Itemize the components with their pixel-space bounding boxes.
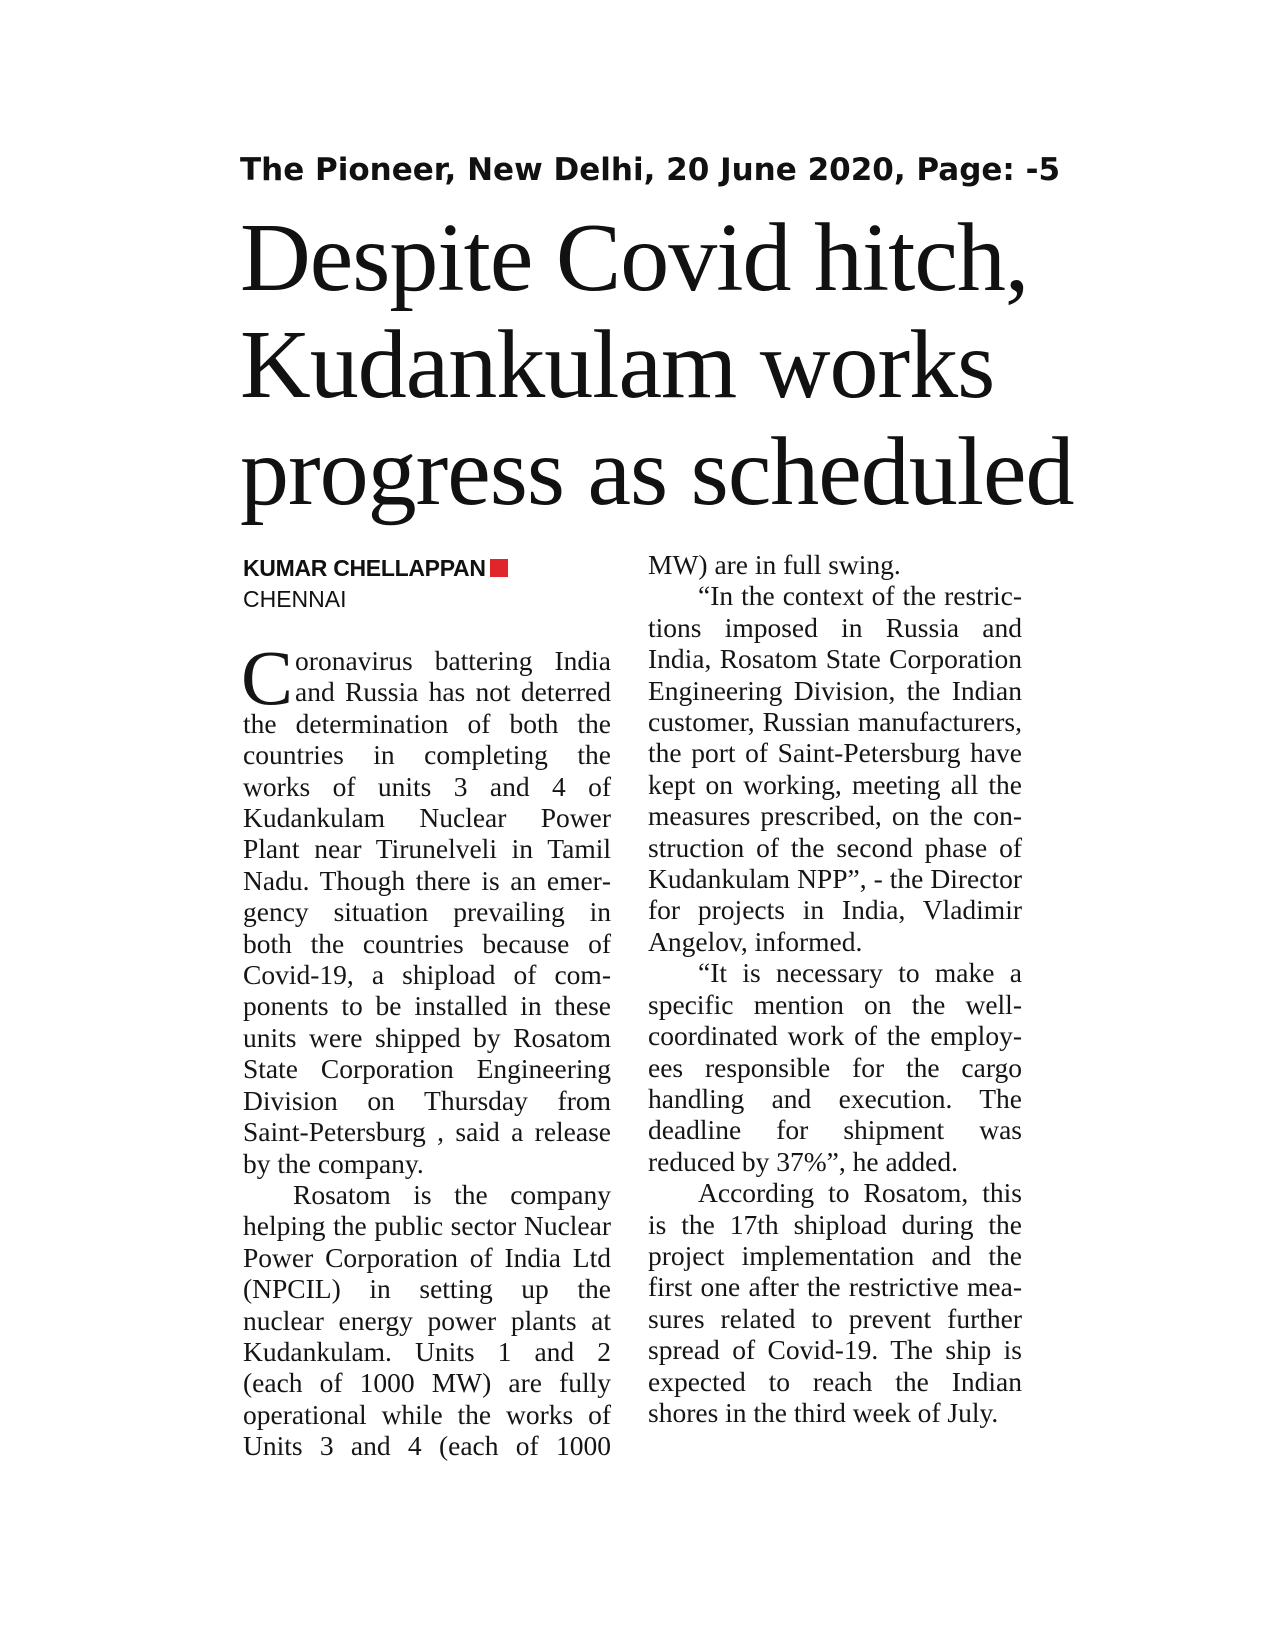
author-name: KUMAR CHELLAPPAN [243,555,486,581]
paragraph-5: According to Rosatom, this is the 17th shipload during the project implementation and the first one after the restrictive measures related to prevent further spread of Covid-19. The ship is expected to reach the Indian shores in the third week of July. [648,1177,1022,1428]
paragraph-1 [241,634,611,1179]
article-column-right [648,549,1022,1428]
headline-line-1: Despite Covid hitch, [240,204,1029,312]
byline-square-icon [490,559,508,577]
article-headline [240,204,1074,526]
headline-line-2: Kudankulam works [240,311,995,419]
headline-line-3: progress as scheduled [240,418,1074,526]
paragraph-2-continued: MW) are in full swing. [648,549,901,580]
article-column-left [241,634,611,1462]
paragraph-2: Rosatom is the company helping the public sector Nuclear Power Corporation of India Ltd (NPCIL) in setting up the nuclear energy power plants at Kudankulam. Units 1 and 2 (each of 1000 MW) are fully operational while the works of Units 3 and 4 (each of 1000 [243,1178,611,1462]
paragraph-3: “In the context of the restrictions imposed in Russia and India, Rosatom State Corporation Engineering Division, the Indian customer, Russian manufacturers, the port of Saint-Petersburg have kept on working, meeting all the measures prescribed, on the construction of the second phase of Kudankulam NPP”, - the Director for projects in India, Vladimir Angelov, informed. [648,580,1022,957]
source-citation: The Pioneer, New Delhi, 20 June 2020, Page: -5 [240,152,1061,188]
drop-cap: C [241,634,294,721]
paragraph-1-text: oronavirus battering India and Russia has not deterred the determination of both the countries in completing the works of units 3 and 4 of Kudankulam Nuclear Power Plant near Tirunelveli in Tamil Nadu. Though there is an emergency situation prevailing in both the countries because of Covid-19, a shipload of components to be installed in these units were shipped by Rosatom State Corporation Engineering Division on Thursday from Saint-Petersburg , said a release by the company. [243,645,611,1179]
byline [243,555,508,582]
dateline: CHENNAI [243,586,347,612]
paragraph-4: “It is necessary to make a specific mention on the well-coordinated work of the employees responsible for the cargo handling and execution. The deadline for shipment was reduced by 37%”, he added. [648,957,1022,1177]
